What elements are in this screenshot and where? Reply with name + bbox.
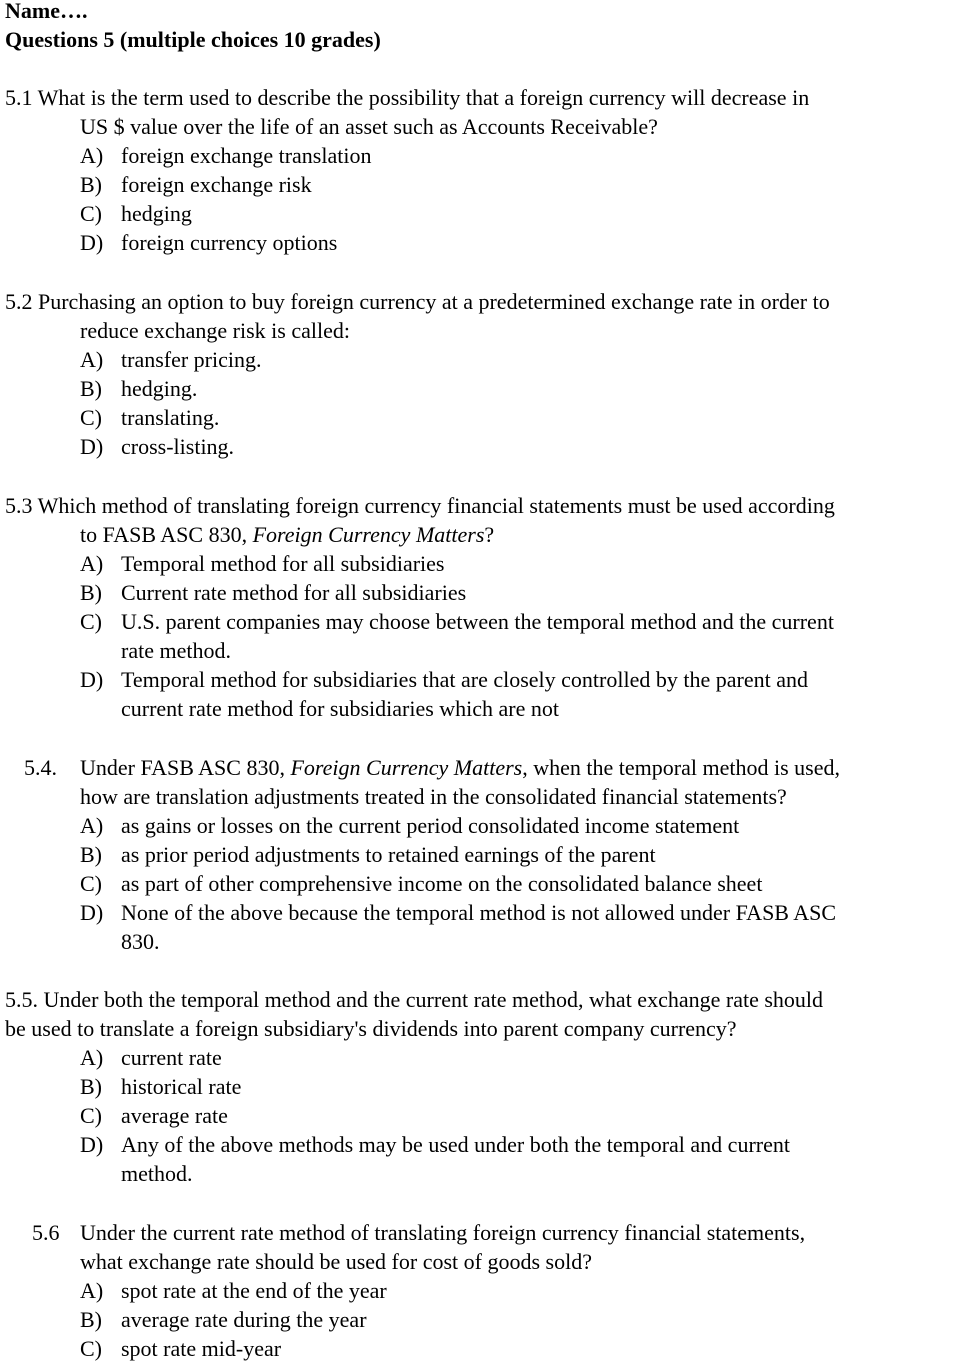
option-text: foreign exchange translation [121, 143, 372, 168]
question-number: 5.2 [5, 289, 33, 314]
option-letter: D) [80, 1132, 104, 1157]
option-text-continuation: 830. [121, 929, 160, 954]
option-d[interactable] [80, 898, 836, 927]
option-text: current rate [121, 1045, 222, 1070]
section-title: Questions 5 (multiple choices 10 grades) [5, 27, 381, 52]
question-text-part: , when the temporal method is used, [522, 755, 840, 780]
option-letter: C) [80, 1103, 102, 1128]
option-text: Current rate method for all subsidiaries [121, 580, 467, 605]
question-number: 5.5. [5, 987, 38, 1012]
question-text-part: ? [484, 522, 495, 547]
option-b[interactable] [80, 374, 197, 403]
option-letter: C) [80, 405, 102, 430]
option-text: spot rate at the end of the year [121, 1278, 387, 1303]
option-b[interactable] [80, 170, 312, 199]
option-text-continuation: current rate method for subsidiaries which are not [121, 696, 560, 721]
name-label: Name…. [5, 0, 88, 23]
standard-title: Foreign Currency Matters [290, 755, 523, 780]
option-letter: A) [80, 1278, 104, 1303]
question-text [5, 491, 835, 520]
question-text-line: how are translation adjustments treated in the consolidated financial statements? [80, 784, 787, 809]
option-a[interactable] [80, 345, 262, 374]
option-text: foreign currency options [121, 230, 338, 255]
option-text: cross-listing. [121, 434, 235, 459]
question-text-line: What is the term used to describe the possibility that a foreign currency will decrease in [37, 85, 810, 110]
question-text-line: be used to translate a foreign subsidiary's dividends into parent company currency? [5, 1016, 737, 1041]
question-number: 5.4. [24, 755, 57, 780]
option-letter: B) [80, 842, 102, 867]
question-text-line: reduce exchange risk is called: [80, 318, 350, 343]
option-text: hedging. [121, 376, 198, 401]
option-a[interactable] [80, 1276, 387, 1305]
question-text-line: US $ value over the life of an asset such as Accounts Receivable? [80, 114, 658, 139]
option-b[interactable] [80, 840, 656, 869]
option-a[interactable] [80, 549, 445, 578]
question-text-line [80, 753, 840, 782]
option-text-continuation: rate method. [121, 638, 231, 663]
option-text: foreign exchange risk [121, 172, 312, 197]
option-letter: B) [80, 1074, 102, 1099]
option-letter: C) [80, 871, 102, 896]
question-number: 5.1 [5, 85, 33, 110]
option-c[interactable] [80, 607, 834, 636]
option-text: historical rate [121, 1074, 242, 1099]
question-number: 5.6 [32, 1220, 60, 1245]
question-text [5, 985, 823, 1014]
question-text-line: Purchasing an option to buy foreign currency at a predetermined exchange rate in order to [38, 289, 830, 314]
option-letter: D) [80, 900, 104, 925]
option-d[interactable] [80, 432, 234, 461]
option-letter: A) [80, 347, 104, 372]
option-text: Temporal method for subsidiaries that are closely controlled by the parent and [121, 667, 808, 692]
question-number: 5.3 [5, 493, 33, 518]
option-text: transfer pricing. [121, 347, 262, 372]
question-text [5, 287, 830, 316]
option-text: average rate [121, 1103, 228, 1128]
question-text-line: what exchange rate should be used for cost of goods sold? [80, 1249, 592, 1274]
question-text-line: Under both the temporal method and the current rate method, what exchange rate should [43, 987, 824, 1012]
option-letter: A) [80, 1045, 104, 1070]
option-b[interactable] [80, 1305, 367, 1334]
option-text: U.S. parent companies may choose between the temporal method and the current [121, 609, 834, 634]
option-d[interactable] [80, 1130, 790, 1159]
option-letter: B) [80, 376, 102, 401]
option-text: as prior period adjustments to retained earnings of the parent [121, 842, 656, 867]
option-text: Temporal method for all subsidiaries [121, 551, 445, 576]
option-letter: C) [80, 609, 102, 634]
option-b[interactable] [80, 1072, 241, 1101]
option-text: translating. [121, 405, 220, 430]
option-letter: D) [80, 434, 104, 459]
standard-title: Foreign Currency Matters [252, 522, 485, 547]
option-c[interactable] [80, 1101, 228, 1130]
question-text-line [80, 520, 494, 549]
option-letter: A) [80, 143, 104, 168]
option-a[interactable] [80, 1043, 222, 1072]
question-text-line: Which method of translating foreign currency financial statements must be used according [37, 493, 835, 518]
option-letter: D) [80, 667, 104, 692]
option-text: hedging [121, 201, 192, 226]
option-c[interactable] [80, 199, 192, 228]
option-b[interactable] [80, 578, 466, 607]
question-text-part: to FASB ASC 830, [80, 522, 253, 547]
option-text: as part of other comprehensive income on the consolidated balance sheet [121, 871, 763, 896]
option-c[interactable] [80, 403, 219, 432]
option-letter: D) [80, 230, 104, 255]
option-d[interactable] [80, 228, 337, 257]
option-d[interactable] [80, 665, 808, 694]
option-text: None of the above because the temporal method is not allowed under FASB ASC [121, 900, 837, 925]
option-a[interactable] [80, 141, 371, 170]
option-letter: C) [80, 201, 102, 226]
option-a[interactable] [80, 811, 739, 840]
option-letter: A) [80, 551, 104, 576]
option-letter: C) [80, 1336, 102, 1361]
option-text: average rate during the year [121, 1307, 367, 1332]
option-letter: B) [80, 1307, 102, 1332]
option-c[interactable] [80, 1334, 281, 1363]
option-letter: B) [80, 580, 102, 605]
option-text: Any of the above methods may be used under both the temporal and current [121, 1132, 790, 1157]
option-text: as gains or losses on the current period consolidated income statement [121, 813, 740, 838]
option-text-continuation: method. [121, 1161, 193, 1186]
option-letter: B) [80, 172, 102, 197]
option-c[interactable] [80, 869, 762, 898]
question-text-part: Under FASB ASC 830, [80, 755, 291, 780]
option-text: spot rate mid-year [121, 1336, 282, 1361]
option-letter: A) [80, 813, 104, 838]
question-text-line: Under the current rate method of translating foreign currency financial statements, [80, 1220, 806, 1245]
question-text [5, 83, 809, 112]
